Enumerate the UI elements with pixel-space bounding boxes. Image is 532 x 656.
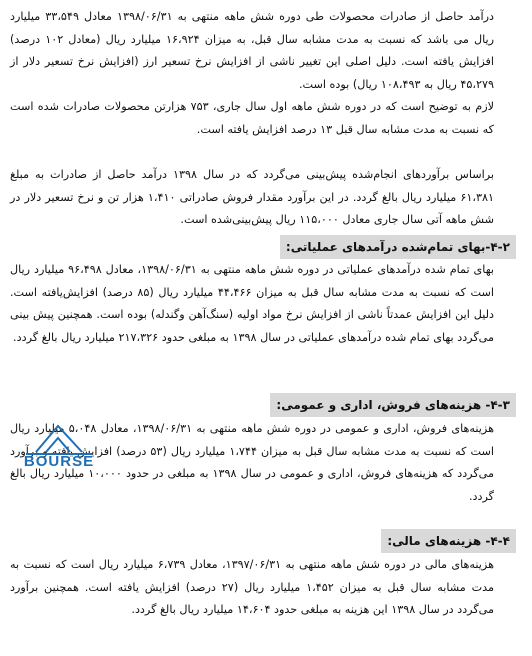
export-forecast-paragraph: براساس برآوردهای انجام‌شده پیش‌بینی می‌گردد که در سال ۱۳۹۸ درآمد حاصل از صادرات به مبلغ ۶۱،۳۸۱ میلیارد ریال بالغ گردد. در این برآورد مقدار فروش صادراتی ۱،۴۱۰ هزار تن و نرخ تسعیر دلار در شش ماهه آتی سال جاری معادل ۱۱۵،۰۰۰ ریال پیش‌بینی‌شده است.	[10, 168, 494, 226]
document-page	[8, 6, 524, 650]
bourse-logo-icon	[6, 418, 112, 468]
finance-costs-paragraph: هزینه‌های مالی در دوره شش ماهه منتهی به ۱۳۹۷/۰۶/۳۱، معادل ۶،۷۳۹ میلیارد ریال است که نسبت به مدت مشابه سال قبل به میزان ۱،۴۵۲ میلیارد ریال (۲۷ درصد) افزایش یافته است. همچنین برآورد می‌گردد در سال ۱۳۹۸ این هزینه به مبلغی حدود ۱۴،۶۰۴ میلیارد ریال بالغ گردد.	[10, 558, 495, 616]
finance-costs-heading: ۴-۴- هزینه‌های مالی:	[381, 529, 516, 553]
admin-heading-row	[270, 392, 516, 416]
admin-expenses-paragraph: هزینه‌های فروش، اداری و عمومی در دوره شش ماهه منتهی به ۱۳۹۸/۰۶/۳۱، معادل ۵،۰۴۸ میلیارد ریال است که نسبت به مدت مشابه سال قبل به میزان ۱،۷۴۴ میلیارد ریال (۵۳ درصد) افزایش یافته و برآورد می‌گردد که هزینه‌های فروش، اداری و عمومی در سال ۱۳۹۸ به مبلغی در حدود ۱۰،۰۰۰ میلیارد ریال بالغ گردد.	[10, 422, 494, 503]
finance-heading-row	[381, 528, 516, 552]
cost-of-revenue-heading: ۴-۲-بهای تمام‌شده درآمدهای عملیاتی:	[280, 235, 516, 259]
cost-heading-row	[280, 234, 516, 258]
export-volume-paragraph: لازم به توضیح است که در دوره شش ماهه اول سال جاری، ۷۵۳ هزارتن محصولات صادرات شده است که نسبت به مدت مشابه سال قبل ۱۳ درصد افزایش یافته است.	[10, 100, 494, 136]
admin-expenses-heading: ۴-۳- هزینه‌های فروش، اداری و عمومی:	[270, 393, 516, 417]
bourse-watermark-logo	[6, 418, 112, 468]
cost-of-revenue-paragraph: بهای تمام شده درآمدهای عملیاتی در دوره شش ماهه منتهی به ۱۳۹۸/۰۶/۳۱، معادل ۹۶،۴۹۸ میلیارد ریال است که نسبت به مدت مشابه سال قبل به میزان ۴۴،۴۶۶ میلیارد ریال (۸۵ درصد) افزایش‌یافته است. دلیل این افزایش عمدتاً ناشی از افزایش نرخ مواد اولیه (سنگ‌آهن وگندله) بوده است. همچنین پیش بینی می‌گردد بهای تمام شده درآمدهای عملیاتی در سال ۱۳۹۸ به مبلغی حدود ۲۱۷،۳۲۶ میلیارد ریال بالغ گردد.	[10, 263, 494, 344]
export-revenue-paragraph: درآمد حاصل از صادرات محصولات طی دوره شش ماهه منتهی به ۱۳۹۸/۰۶/۳۱ معادل ۳۳،۵۴۹ میلیارد ریال می باشد که نسبت به مدت مشابه سال قبل، به میزان ۱۶،۹۲۴ میلیارد ریال (معادل ۱۰۲ درصد) افزایش یافته است. دلیل اصلی این تغییر ناشی از افزایش نرخ تسعیر ارز (افزایش نرخ تسعیر دلار از ۴۵،۲۷۹ ریال به ۱۰۸،۴۹۳ ریال) بوده است.	[10, 10, 494, 91]
watermark-text: BOURSE	[23, 453, 95, 468]
